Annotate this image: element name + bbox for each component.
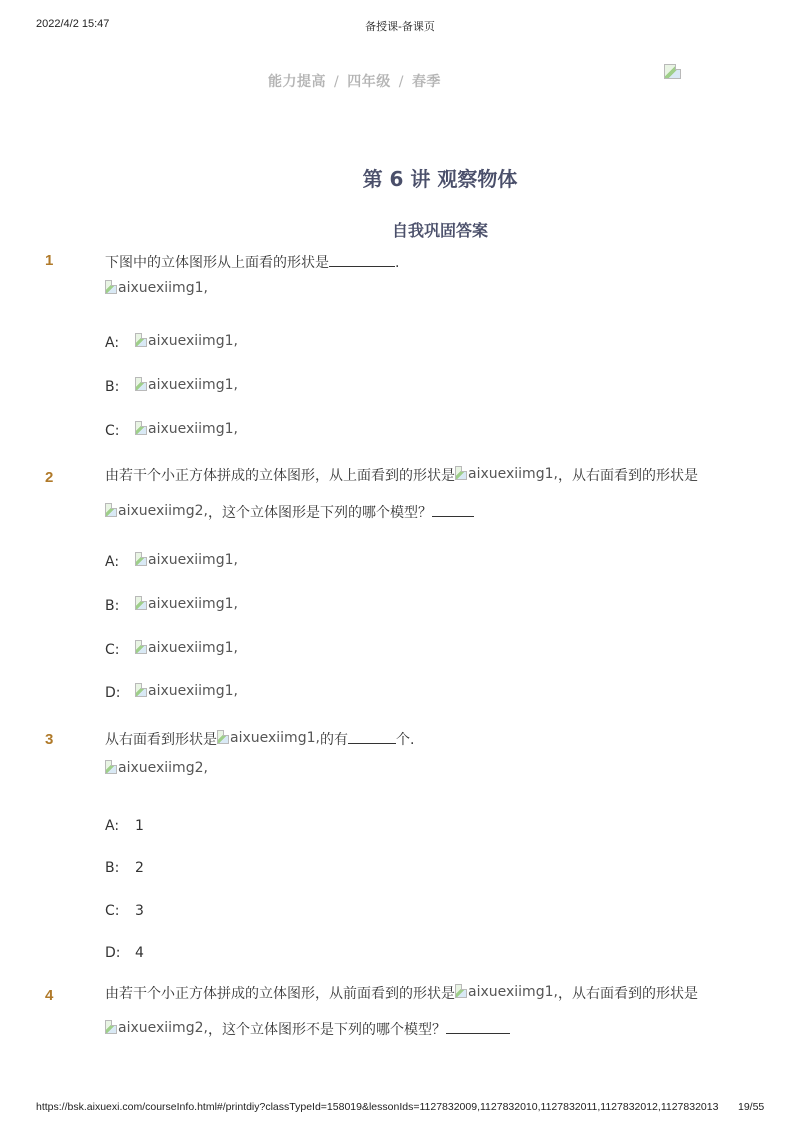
lecture-title: 第 6 讲 观察物体 <box>362 167 518 191</box>
broken-image-icon <box>135 683 147 697</box>
breadcrumb-item: 春季 <box>411 74 441 90</box>
option-label: B: <box>105 598 120 614</box>
image-alt-text: aixuexiimg1, <box>468 984 558 1000</box>
broken-image-icon <box>455 466 467 480</box>
question-text <box>105 252 399 272</box>
logo-broken-image-icon <box>664 64 682 79</box>
question-text <box>105 729 414 749</box>
broken-image-icon <box>105 280 117 294</box>
question-figure <box>105 280 208 298</box>
print-page-title: 备授课-备课页 <box>365 21 435 33</box>
question-stem-end: 个. <box>395 732 415 748</box>
option-image <box>135 552 238 568</box>
option-image <box>135 683 238 699</box>
option-image <box>135 596 238 612</box>
option-value: 4 <box>135 945 144 961</box>
question-text <box>105 465 698 485</box>
option-image <box>135 333 238 349</box>
option-label: A: <box>105 335 120 351</box>
broken-image-icon <box>105 760 117 774</box>
answer-blank <box>446 1020 510 1034</box>
option-item <box>105 596 238 614</box>
question-text-cont <box>105 502 474 522</box>
inline-image <box>217 730 320 746</box>
option-label: D: <box>105 685 121 701</box>
broken-image-icon <box>135 552 147 566</box>
option-label: A: <box>105 818 120 834</box>
print-footer <box>36 1101 766 1113</box>
question-number: 3 <box>45 731 54 748</box>
option-label: D: <box>105 945 121 961</box>
option-item <box>105 818 144 834</box>
option-value: 3 <box>135 903 144 919</box>
image-alt-text: aixuexiimg1, <box>118 280 208 296</box>
question-number: 4 <box>45 987 54 1004</box>
option-label: B: <box>105 379 120 395</box>
option-item <box>105 945 144 961</box>
option-label: A: <box>105 554 120 570</box>
option-label: C: <box>105 423 120 439</box>
image-alt-text: aixuexiimg1, <box>230 730 320 746</box>
image-alt-text: aixuexiimg2, <box>118 760 208 776</box>
question-stem: ，这个立体图形不是下列的哪个模型？ <box>207 1022 446 1038</box>
option-item <box>105 421 238 439</box>
option-label: B: <box>105 860 120 876</box>
image-alt-text: aixuexiimg1, <box>148 552 238 568</box>
option-item <box>105 860 144 876</box>
answer-blank <box>329 253 395 267</box>
inline-image <box>455 466 558 482</box>
image-alt-text: aixuexiimg1, <box>148 421 238 437</box>
option-item <box>105 552 238 570</box>
broken-image-icon <box>105 1020 117 1034</box>
question-stem: 由若干个小正方体拼成的立体图形，从上面看到的形状是 <box>105 468 455 484</box>
broken-image-icon <box>135 377 147 391</box>
print-header <box>0 18 800 34</box>
option-label: C: <box>105 642 120 658</box>
answer-blank <box>348 730 396 744</box>
figure-image <box>105 760 208 776</box>
option-item <box>105 377 238 395</box>
question-stem: ，这个立体图形是下列的哪个模型？ <box>207 505 432 521</box>
question-stem: ，从右面看到的形状是 <box>557 468 698 484</box>
broken-image-icon <box>135 596 147 610</box>
image-alt-text: aixuexiimg1, <box>148 333 238 349</box>
figure-image <box>105 280 208 296</box>
broken-image-icon <box>664 64 681 79</box>
breadcrumb <box>268 71 441 91</box>
option-image <box>135 640 238 656</box>
option-item <box>105 640 238 658</box>
print-datetime: 2022/4/2 15:47 <box>36 18 110 30</box>
broken-image-icon <box>135 421 147 435</box>
question-figure <box>105 760 208 778</box>
broken-image-icon <box>135 640 147 654</box>
question-text <box>105 983 698 1003</box>
broken-image-icon <box>455 984 467 998</box>
image-alt-text: aixuexiimg1, <box>468 466 558 482</box>
image-alt-text: aixuexiimg2, <box>118 503 208 519</box>
question-stem: 由若干个小正方体拼成的立体图形，从前面看到的形状是 <box>105 986 455 1002</box>
question-stem-end: . <box>395 255 400 271</box>
image-alt-text: aixuexiimg2, <box>118 1020 208 1036</box>
option-image <box>135 377 238 393</box>
section-title: 自我巩固答案 <box>391 221 488 240</box>
option-item <box>105 903 144 919</box>
option-item <box>105 683 238 701</box>
question-text-cont <box>105 1019 510 1039</box>
print-page-number: 19/55 <box>738 1101 765 1113</box>
breadcrumb-separator: / <box>398 74 404 90</box>
broken-image-icon <box>217 730 229 744</box>
option-label: C: <box>105 903 120 919</box>
question-number: 2 <box>45 469 54 486</box>
inline-image <box>455 984 558 1000</box>
image-alt-text: aixuexiimg1, <box>148 683 238 699</box>
inline-image <box>105 1020 208 1036</box>
question-stem: 下图中的立体图形从上面看的形状是 <box>105 255 329 271</box>
image-alt-text: aixuexiimg1, <box>148 377 238 393</box>
answer-blank <box>432 503 474 517</box>
image-alt-text: aixuexiimg1, <box>148 640 238 656</box>
question-stem: 的有 <box>319 732 348 748</box>
option-value: 2 <box>135 860 144 876</box>
question-stem: 从右面看到形状是 <box>105 732 217 748</box>
image-alt-text: aixuexiimg1, <box>148 596 238 612</box>
option-image <box>135 421 238 437</box>
breadcrumb-item: 能力提高 <box>268 74 326 90</box>
question-number: 1 <box>45 252 54 269</box>
option-item <box>105 333 238 351</box>
print-url: https://bsk.aixuexi.com/courseInfo.html#/printdiy?classTypeId=158019&lessonIds=1127832009,1127832010,1127832011,1127832012,1127832013 <box>36 1101 719 1113</box>
inline-image <box>105 503 208 519</box>
breadcrumb-separator: / <box>334 74 340 90</box>
broken-image-icon <box>105 503 117 517</box>
breadcrumb-item: 四年级 <box>347 74 391 90</box>
option-value: 1 <box>135 818 144 834</box>
broken-image-icon <box>135 333 147 347</box>
question-stem: ，从右面看到的形状是 <box>557 986 698 1002</box>
